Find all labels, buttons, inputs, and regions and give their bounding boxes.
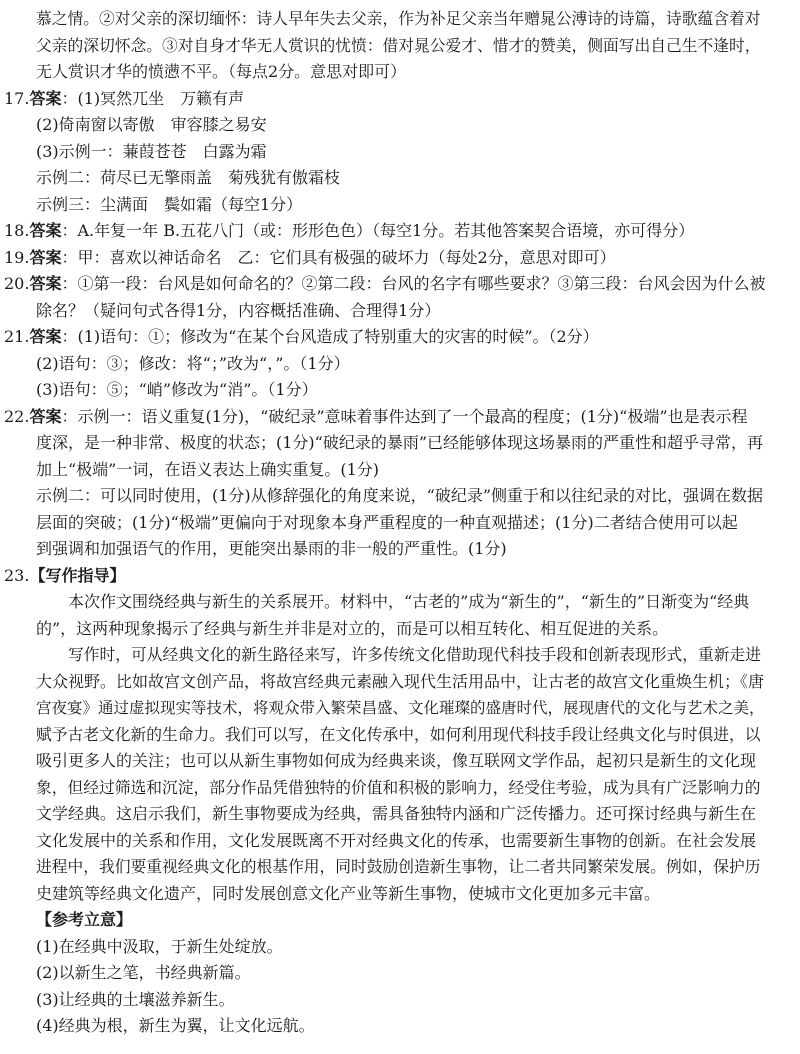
text-line: 示例二：可以同时使用，(1分)从修辞强化的角度来说，“破纪录”侧重于和以往纪录的对比，强调在数据 bbox=[36, 486, 764, 505]
writing-guide-paragraph-2 bbox=[4, 642, 766, 907]
text-line: (3)语句：⑤；“峭”修改为“消”。（1分） bbox=[36, 380, 318, 399]
text-line: 宫夜宴》通过虚拟现实等技术，将观众带入繁荣昌盛、文化璀璨的盛唐时代，展现唐代的文化与艺术之美， bbox=[36, 699, 765, 717]
text-line: 层面的突破；(1分)“极端”更偏向于对现象本身严重程度的一种直观描述；(1分)二者结合使用可以起 bbox=[36, 512, 738, 532]
reference-theme-item: (2)以新生之笔，书经典新篇。 bbox=[36, 963, 251, 982]
text-line: 本次作文围绕经典与新生的关系展开。材料中，“古老的”成为“新生的”，“新生的”日渐变为“经典 bbox=[68, 592, 750, 611]
text-line: 大众视野。比如故宫文创产品，将故宫经典元素融入现代生活用品中，让古老的故宫文化重焕生机；《唐 bbox=[36, 671, 765, 691]
answer-line bbox=[4, 245, 766, 272]
answer-line bbox=[4, 404, 766, 431]
q23-answer bbox=[4, 563, 766, 1040]
answer-line bbox=[4, 271, 766, 298]
q22-answer bbox=[4, 404, 766, 563]
text-line: 示例三：尘满面 鬓如霜（每空1分） bbox=[36, 194, 303, 214]
text-line: (2)倚南窗以寄傲 审容膝之易安 bbox=[36, 115, 267, 134]
answer-line bbox=[4, 563, 766, 590]
question-number: 23. bbox=[4, 565, 30, 585]
text-line: 到强调和加强语气的作用，更能突出暴雨的非一般的严重性。(1分) bbox=[36, 539, 507, 558]
q20-answer bbox=[4, 271, 766, 324]
text-line: 写作时，可从经典文化的新生路径来写，许多传统文化借助现代科技手段和创新表现形式，重新走进 bbox=[68, 645, 761, 664]
reference-theme-item: (1)在经典中汲取，于新生处绽放。 bbox=[36, 936, 283, 956]
answer-text: ：(1)语句：①；修改为“在某个台风造成了特别重大的灾害的时候”。（2分） bbox=[61, 327, 599, 346]
answer-label: 答案 bbox=[29, 88, 62, 108]
q16-answer-tail bbox=[4, 6, 766, 86]
text-line: 史建筑等经典文化遗产，同时发展创意文化产业等新生事物，使城市文化更加多元丰富。 bbox=[36, 883, 661, 903]
answer-label: 答案 bbox=[29, 274, 62, 293]
text-line: 文化发展中的关系和作用，文化发展既离不开对经典文化的传承，也需要新生事物的创新。在社会发展 bbox=[36, 830, 757, 850]
text-line: 无人赏识才华的愤懑不平。（每点2分。意思对即可） bbox=[36, 62, 407, 81]
answer-label: 答案 bbox=[29, 247, 62, 267]
question-number: 19. bbox=[4, 247, 30, 267]
answer-text: ：甲：喜欢以神话命名 乙：它们具有极强的破坏力（每处2分，意思对即可） bbox=[61, 247, 616, 267]
text-line: 进程中，我们要重视经典文化的根基作用，同时鼓励创造新生事物，让二者共同繁荣发展。例如，保护历 bbox=[36, 857, 761, 876]
answer-text: ：A.年复一年 B.五花八门（或：形形色色）（每空1分。若其他答案契合语境，亦可得分） bbox=[61, 221, 695, 240]
text-line: 父亲的深切怀念。③对自身才华无人赏识的忧愤：借对晁公爱才、惜才的赞美，侧面写出自己生不逢时， bbox=[36, 35, 761, 55]
reference-theme-item: (4)经典为根，新生为翼，让文化远航。 bbox=[36, 1016, 315, 1035]
question-number: 17. bbox=[4, 88, 30, 108]
text-line: 吸引更多人的关注；也可以从新生事物如何成为经典来谈，像互联网文学作品，起初只是新生的文化现 bbox=[36, 751, 757, 770]
text-line: 除名？（疑问句式各得1分，内容概括准确、合理得1分） bbox=[36, 300, 441, 320]
text-line: 加上“极端”一词，在语义表达上确实重复。(1分) bbox=[36, 459, 380, 479]
answer-line bbox=[4, 218, 766, 245]
text-line: 慕之情。②对父亲的深切缅怀：诗人早年失去父亲，作为补足父亲当年赠晁公溥诗的诗篇，诗歌蕴含着对 bbox=[36, 9, 761, 28]
question-number: 21. bbox=[4, 327, 30, 346]
text-line: 的”，这两种现象揭示了经典与新生并非是对立的，而是可以相互转化、相互促进的关系。 bbox=[36, 618, 669, 638]
question-number: 18. bbox=[4, 221, 30, 240]
answer-label: 答案 bbox=[29, 221, 62, 240]
text-line: 文学经典。这启示我们，新生事物要成为经典，需具备独特内涵和广泛传播力。还可探讨经典与新生在 bbox=[36, 804, 757, 823]
section-heading: 【参考立意】 bbox=[36, 910, 133, 929]
q21-answer bbox=[4, 324, 766, 404]
answer-text: ：①第一段：台风是如何命名的？②第二段：台风的名字有哪些要求？③第三段：台风会因为什么被 bbox=[61, 274, 766, 293]
answer-text: ：示例一：语义重复(1分)，“破纪录”意味着事件达到了一个最高的程度；(1分)“极端”也是表示程 bbox=[61, 406, 748, 426]
q18-answer bbox=[4, 218, 766, 245]
q17-answer bbox=[4, 86, 766, 219]
text-line: (3)示例一：蒹葭苍苍 白露为霜 bbox=[36, 141, 267, 161]
answer-line bbox=[4, 324, 766, 351]
text-line: 度深，是一种非常、极度的状态；(1分)“破纪录的暴雨”已经能够体现这场暴雨的严重性和超乎寻常，再 bbox=[36, 433, 764, 452]
text-line: (2)语句：③；修改：将“；”改为“，”。（1分） bbox=[36, 353, 350, 373]
text-line: 象，但经过筛选和沉淀，部分作品凭借独特的价值和积极的影响力，经受住考验，成为具有广泛影响力的 bbox=[36, 777, 761, 797]
question-number: 20. bbox=[4, 274, 30, 293]
writing-guide-paragraph-1 bbox=[4, 589, 766, 642]
text-line: 示例二：荷尽已无擎雨盖 菊残犹有傲霜枝 bbox=[36, 168, 341, 187]
text-line: 赋予古老文化新的生命力。我们可以写，在文化传承中，如何利用现代科技手段让经典文化与时俱进，以 bbox=[36, 724, 761, 744]
section-heading: 【写作指导】 bbox=[29, 565, 126, 585]
reference-theme-item: (3)让经典的土壤滋养新生。 bbox=[36, 989, 235, 1009]
q19-answer bbox=[4, 245, 766, 272]
answer-text: ：(1)冥然兀坐 万籁有声 bbox=[61, 88, 245, 108]
answer-label: 答案 bbox=[29, 327, 62, 346]
answer-line bbox=[4, 86, 766, 113]
answer-label: 答案 bbox=[29, 406, 62, 426]
question-number: 22. bbox=[4, 406, 30, 426]
